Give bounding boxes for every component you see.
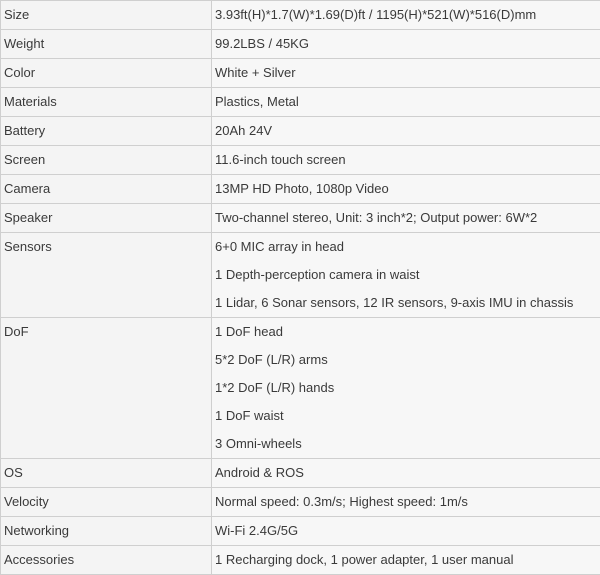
- table-row: [1, 30, 600, 59]
- spec-value-velocity: [212, 488, 600, 517]
- spec-value-line: 5*2 DoF (L/R) arms: [215, 346, 600, 374]
- spec-value-screen: [212, 146, 600, 175]
- table-row: [1, 88, 600, 117]
- spec-value-line: White + Silver: [215, 59, 600, 87]
- spec-value-color: [212, 59, 600, 88]
- spec-value-line: 99.2LBS / 45KG: [215, 30, 600, 58]
- spec-value-line: 1 Lidar, 6 Sonar sensors, 12 IR sensors, 9-axis IMU in chassis: [215, 289, 600, 317]
- spec-value-os: [212, 459, 600, 488]
- spec-value-line: 1*2 DoF (L/R) hands: [215, 374, 600, 402]
- spec-value-materials: [212, 88, 600, 117]
- spec-label-speaker: Speaker: [1, 204, 212, 233]
- spec-label-screen: Screen: [1, 146, 212, 175]
- spec-value-line: 1 DoF waist: [215, 402, 600, 430]
- spec-value-battery: [212, 117, 600, 146]
- table-row: [1, 117, 600, 146]
- spec-label-size: Size: [1, 1, 212, 30]
- spec-label-sensors: Sensors: [1, 233, 212, 318]
- spec-label-dof: DoF: [1, 318, 212, 459]
- spec-label-os: OS: [1, 459, 212, 488]
- spec-value-line: 3 Omni-wheels: [215, 430, 600, 458]
- table-row: [1, 204, 600, 233]
- table-row: [1, 146, 600, 175]
- spec-value-line: Normal speed: 0.3m/s; Highest speed: 1m/s: [215, 488, 600, 516]
- table-row: [1, 175, 600, 204]
- spec-value-accessories: [212, 546, 600, 575]
- table-row: [1, 1, 600, 30]
- table-row: [1, 459, 600, 488]
- spec-value-line: 1 Depth-perception camera in waist: [215, 261, 600, 289]
- spec-value-line: Plastics, Metal: [215, 88, 600, 116]
- spec-value-line: 6+0 MIC array in head: [215, 233, 600, 261]
- table-row: [1, 233, 600, 318]
- spec-value-line: 1 DoF head: [215, 318, 600, 346]
- spec-value-line: Android & ROS: [215, 459, 600, 487]
- spec-value-speaker: [212, 204, 600, 233]
- spec-value-line: Two-channel stereo, Unit: 3 inch*2; Output power: 6W*2: [215, 204, 600, 232]
- spec-value-size: [212, 1, 600, 30]
- spec-value-line: 11.6-inch touch screen: [215, 146, 600, 174]
- spec-value-networking: [212, 517, 600, 546]
- spec-label-accessories: Accessories: [1, 546, 212, 575]
- spec-value-weight: [212, 30, 600, 59]
- spec-label-weight: Weight: [1, 30, 212, 59]
- table-row: [1, 59, 600, 88]
- table-row: [1, 488, 600, 517]
- spec-label-networking: Networking: [1, 517, 212, 546]
- table-row: [1, 546, 600, 575]
- spec-value-camera: [212, 175, 600, 204]
- spec-label-materials: Materials: [1, 88, 212, 117]
- spec-value-line: Wi-Fi 2.4G/5G: [215, 517, 600, 545]
- spec-value-line: 1 Recharging dock, 1 power adapter, 1 user manual: [215, 546, 600, 574]
- spec-label-camera: Camera: [1, 175, 212, 204]
- spec-label-battery: Battery: [1, 117, 212, 146]
- table-row: [1, 318, 600, 459]
- spec-label-color: Color: [1, 59, 212, 88]
- spec-value-line: 3.93ft(H)*1.7(W)*1.69(D)ft / 1195(H)*521(W)*516(D)mm: [215, 1, 600, 29]
- table-row: [1, 517, 600, 546]
- spec-value-line: 13MP HD Photo, 1080p Video: [215, 175, 600, 203]
- spec-value-sensors: [212, 233, 600, 318]
- spec-label-velocity: Velocity: [1, 488, 212, 517]
- spec-value-line: 20Ah 24V: [215, 117, 600, 145]
- spec-value-dof: [212, 318, 600, 459]
